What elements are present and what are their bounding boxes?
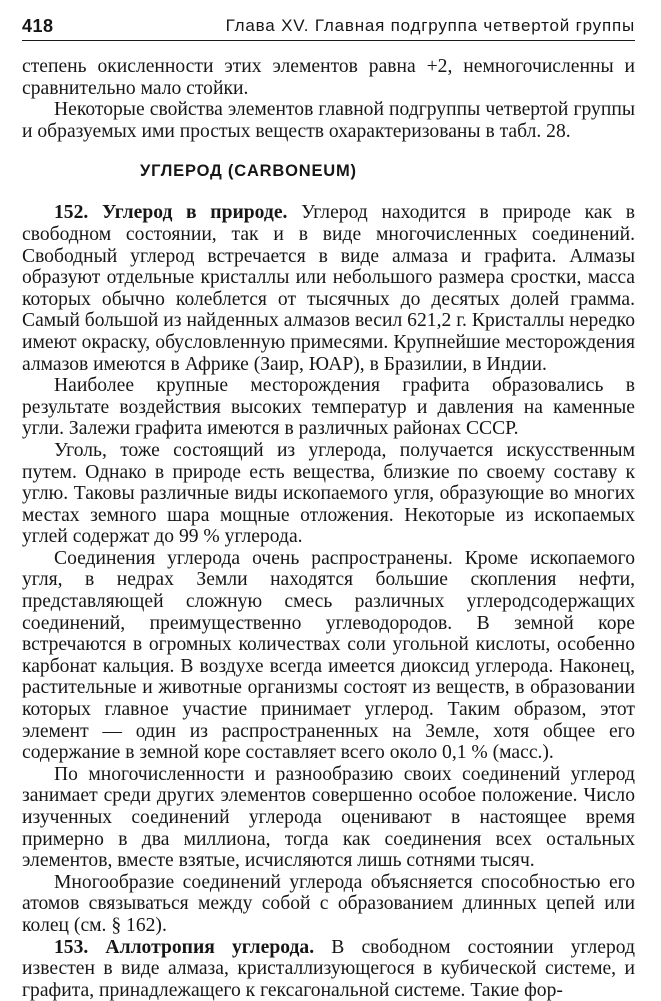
page-header [22,10,635,41]
paragraph: Некоторые свойства элементов главной подгруппы четвертой группы и образуемых ими простых веществ охарактеризованы в табл. 28. [22,99,635,142]
section-153-text: В свободном состоянии углерод известен в виде алмаза, кристаллизующегося в кубической системе, и графита, принадлежащего к гексагональной системе. Такие фор- [22,936,636,1001]
paragraph: Уголь, тоже состоящий из углерода, получается искусственным путем. Однако в природе есть вещества, близкие по своему составу к углю. Таковы различные виды ископаемого угля, образующие во многих местах земного шара мощные отложения. Некоторые из ископаемых углей содержат до 99 % углерода. [22,439,635,548]
section-152-title: 152. Углерод в природе. [54,202,288,224]
paragraph: Соединения углерода очень распространены. Кроме ископаемого угля, в недрах Земли находятся большие скопления нефти, представляющей сложную смесь различных углеродсодержащих соединений, преимущественно углеводородов. В земной коре встречаются в огромных количествах соли угольной кислоты, особенно карбонат кальция. В воздухе всегда имеется диоксид углерода. Наконец, растительные и животные организмы состоят из веществ, в образовании которых главное участие принимает углерод. Таким образом, этот элемент — один из распространенных на Земле, хотя общее его содержание в земной коре составляет всего около 0,1 % (масс.). [22,547,635,764]
running-title: Глава XV. Главная подгруппа четвертой группы [225,16,635,35]
paragraph: Наиболее крупные месторождения графита образовались в результате воздействия высоких температур и давления на каменные угли. Залежи графита имеются в различных районах СССР. [22,375,635,440]
paragraph: По многочисленности и разнообразию своих соединений углерод занимает среди других элементов совершенно особое положение. Число изученных соединений углерода оценивают в настоящее время примерно в два миллиона, тогда как соединения всех остальных элементов, вместе взятые, исчисляются лишь сотнями тысяч. [22,763,635,872]
paragraph: Многообразие соединений углерода объясняется способностью его атомов связываться между собой с образованием длинных цепей или колец (см. § 162). [22,871,635,936]
section-152-text: Углерод находится в природе как в свободном состоянии, так и в виде многочисленных соединений. Свободный углерод встречается в виде алмаза и графита. Алмазы образуют отдельные кристаллы или небольшого размера сростки, масса которых обычно колеблется от тысячных до десятых долей грамма. Самый большой из найденных алмазов весил 621,2 г. Кристаллы нередко имеют окраску, обусловленную примесями. Крупнейшие месторождения алмазов имеются в Африке (Заир, ЮАР), в Бразилии, в Индии. [22,202,635,375]
section-153-title: 153. Аллотропия углерода. [54,936,315,958]
page-number: 418 [22,16,54,36]
section-153-paragraph [22,937,635,1001]
section-heading: УГЛЕРОД (CARBONEUM) [140,162,357,181]
paragraph-continued: степень окисленности этих элементов равна +2, немногочисленны и сравнительно мало стойки. [22,56,635,99]
page-body [22,56,635,1001]
section-152-paragraph [22,202,635,375]
